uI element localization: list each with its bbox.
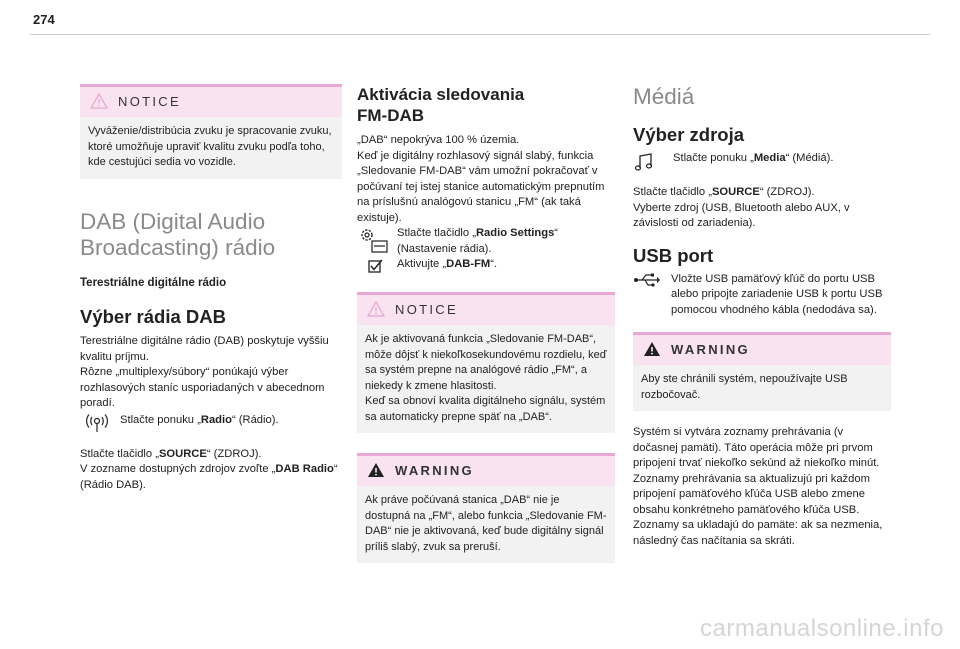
column-1 [80,84,342,493]
column-3 [633,84,891,549]
radio-settings-step: Stlačte tlačidlo „Radio Settings“ (Nastavenie rádia). [357,226,615,257]
notice-box-balance [80,84,342,179]
checkbox-icon [357,257,391,275]
header-divider [30,34,930,35]
notice-text: Ak je aktivovaná funkcia „Sledovanie FM-DAB“, môže dôjsť k niekoľkosekundovému rozdielu, keď sa systém prepne na analógové rádio „FM“, a niekedy k zmene hlasitosti. Keď sa obnoví kvalita digitálneho signálu, systém sa automaticky prepne späť na „DAB“. [357,325,615,433]
caution-triangle-icon [367,301,385,317]
warning-text: Aby ste chránili systém, nepoužívajte USB rozbočovač. [633,365,891,411]
fm-dab-heading: Aktivácia sledovania FM-DAB [357,85,525,125]
notice-title: NOTICE [395,301,458,317]
dab-fm-step: Aktivujte „DAB-FM“. [357,257,615,275]
radio-antenna-icon [80,413,114,433]
select-source-heading: Výber zdroja [633,124,745,145]
music-note-icon [633,151,657,173]
usb-port-heading: USB port [633,244,714,266]
playlist-para-2: Zoznamy prehrávania sa aktualizujú pri každom pripojení pamäťového kľúča USB alebo zmene obsahu konkrétneho pamäťového kľúča USB. Zoznamy sa ukladajú do pamäte: ak sa nezmenia, následný čas načítania sa skráti. [633,472,883,547]
usb-step: Vložte USB pamäťový kľúč do portu USB alebo pripojte zariadenie USB k portu USB pomocou vhodného kábla (nedodáva sa). [633,272,891,319]
list-step: V zozname dostupných zdrojov zvoľte „DAB Radio“ (Rádio DAB). [80,463,338,491]
warning-box-fm-dab [357,453,615,563]
warning-triangle-icon [367,462,385,478]
warning-text: Ak práve počúvaná stanica „DAB“ nie je dostupná na „FM“, alebo funkcia „Sledovanie FM-DAB“ nie je aktivovaná, keď bude digitálny signál príliš slabý, zvuk sa preruší. [357,486,615,563]
media-step: Stlačte ponuku „Media“ (Médiá). [633,151,891,173]
playlist-para-1: Systém si vytvára zoznamy prehrávania (v dočasnej pamäti). Táto operácia môže pri prvom pripojení trvať niekoľko sekúnd až niekoľko minút. [633,426,880,469]
warning-triangle-icon [643,341,661,357]
notice-text: Vyváženie/distribúcia zvuku je spracovanie zvuku, ktoré umožňuje upraviť kvalitu zvuku podľa toho, kde cestujúci sedia vo vozidle. [80,117,342,179]
caution-triangle-icon [90,93,108,109]
dab-select-heading: Výber rádia DAB [80,306,226,327]
radio-settings-icon [357,226,391,256]
radio-step: Stlačte ponuku „Radio“ (Rádio). [80,413,342,433]
fm-dab-para-2: Keď je digitálny rozhlasový signál slabý, funkcia „Sledovanie FM-DAB“ vám umožní pokračovať v počúvaní tej istej stanice automatickým prepnutím na príslušnú analógovú stanicu „FM“ (ak taká existuje). [357,149,605,224]
source-step-detail: Vyberte zdroj (USB, Bluetooth alebo AUX, v závislosti od zariadenia). [633,201,850,229]
column-2 [357,84,615,563]
source-step: Stlačte tlačidlo „SOURCE“ (ZDROJ). [633,186,815,198]
fm-dab-para-1: „DAB“ nepokrýva 100 % územia. [357,134,520,146]
notice-title: NOTICE [118,93,181,109]
dab-para-2: Rôzne „multiplexy/súbory“ ponúkajú výber rozhlasových staníc usporiadaných v abecednom poradí. [80,366,325,409]
dab-section-title: DAB (Digital Audio Broadcasting) rádio [80,208,276,260]
usb-icon [633,272,661,288]
notice-box-fm-dab [357,292,615,433]
source-step: Stlačte tlačidlo „SOURCE“ (ZDROJ). [80,447,262,460]
page-number: 274 [33,12,55,27]
warning-title: WARNING [395,462,474,478]
media-section-title: Médiá [633,84,695,109]
dab-para-1: Terestriálne digitálne rádio (DAB) poskytuje vyššiu kvalitu príjmu. [80,335,329,363]
warning-title: WARNING [671,341,750,357]
dab-subtitle: Terestriálne digitálne rádio [80,276,227,289]
warning-box-usb [633,332,891,411]
watermark: carmanualsonline.info [700,615,944,642]
